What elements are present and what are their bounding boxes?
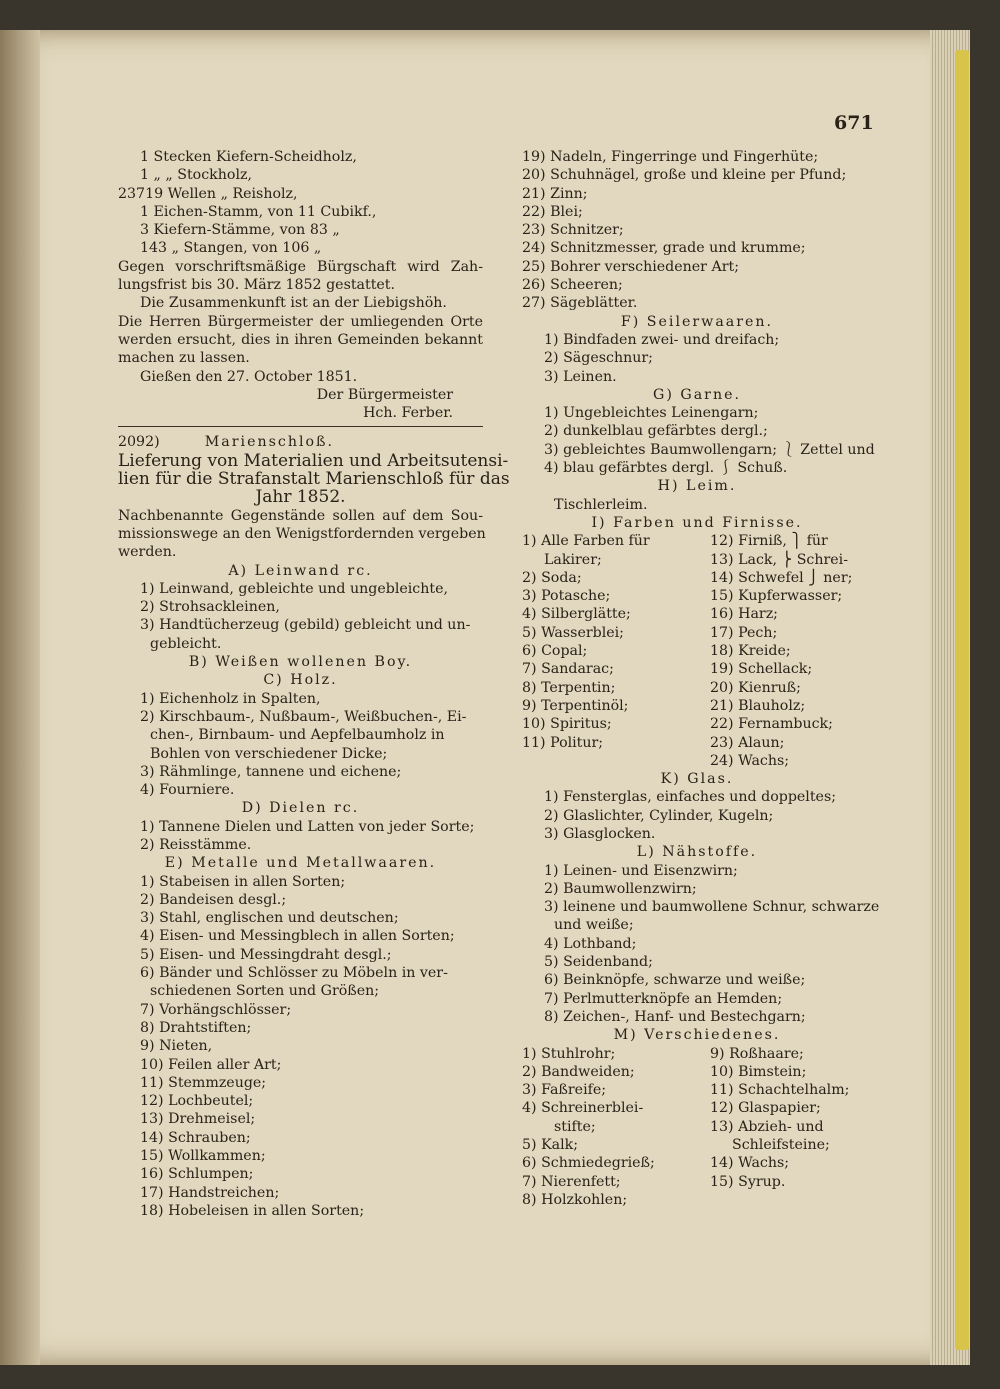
list-item: 10) Feilen aller Art; xyxy=(140,1056,282,1073)
list-item: 22) Blei; xyxy=(522,203,583,220)
list-item: 3) Handtücherzeug (gebild) gebleicht und un- xyxy=(140,617,471,634)
section-heading: E) Metalle und Metallwaaren. xyxy=(164,855,437,872)
list-item: 21) Zinn; xyxy=(522,185,588,202)
notice-date: Gießen den 27. October 1851. xyxy=(140,368,358,385)
list-item: 2) Baumwollenzwirn; xyxy=(544,880,697,897)
notice-line: 3 Kiefern-Stämme, von 83 „ xyxy=(140,222,340,239)
list-item: 11) Politur; xyxy=(522,734,604,751)
notice-line: 1 „ „ Stockholz, xyxy=(140,167,252,184)
list-item: 20) Schuhnägel, große und kleine per Pfund; xyxy=(522,167,847,184)
list-item: 18) Hobeleisen in allen Sorten; xyxy=(140,1202,365,1219)
page-number: 671 xyxy=(834,112,874,134)
notice-line: Gegen vorschriftsmäßige Bürgschaft wird Zah- xyxy=(118,258,483,275)
list-item: 3) Rähmlinge, tannene und eichene; xyxy=(140,763,402,780)
list-item: 3) gebleichtes Baumwollengarn; ⎱ Zettel und xyxy=(544,441,875,458)
list-item: 2) dunkelblau gefärbtes dergl.; xyxy=(544,423,768,440)
list-item: 5) Wasserblei; xyxy=(522,624,624,641)
list-item: 1) Ungebleichtes Leinengarn; xyxy=(544,405,759,422)
list-item: 20) Kienruß; xyxy=(710,679,801,696)
list-item: 8) Holzkohlen; xyxy=(522,1191,628,1208)
list-item: 6) Copal; xyxy=(522,643,588,660)
notice-place: Marienschloß. xyxy=(204,434,335,451)
list-item: 12) Glaspapier; xyxy=(710,1100,821,1117)
list-item: 9) Nieten, xyxy=(140,1038,213,1055)
section-heading: L) Nähstoffe. xyxy=(636,844,758,861)
list-item: 9) Roßhaare; xyxy=(710,1045,804,1062)
notice-number: 2092) xyxy=(118,434,160,451)
list-item: 3) Leinen. xyxy=(544,368,617,385)
list-item: 1) Eichenholz in Spalten, xyxy=(140,690,321,707)
list-item: 11) Stemmzeuge; xyxy=(140,1074,267,1091)
notice-header xyxy=(118,433,483,451)
list-item: 1) Alle Farben für xyxy=(522,533,650,550)
list-item: 8) Zeichen-, Hanf- und Bestechgarn; xyxy=(544,1008,806,1025)
list-item: 15) Syrup. xyxy=(710,1173,786,1190)
list-item: 1) Bindfaden zwei- und dreifach; xyxy=(544,331,780,348)
list-item: und weiße; xyxy=(554,917,634,934)
list-item: 7) Nierenfett; xyxy=(522,1173,621,1190)
list-item xyxy=(118,1220,483,1238)
list-item: Schleifsteine; xyxy=(732,1137,830,1154)
section-heading: C) Holz. xyxy=(263,672,338,689)
list-item: 2) Soda; xyxy=(522,569,582,586)
right-column xyxy=(522,148,880,1209)
list-item: 15) Kupferwasser; xyxy=(710,588,843,605)
list-item: 14) Schwefel ⎭ ner; xyxy=(710,569,853,586)
notice-line: Die Herren Bürgermeister der umliegenden Orte xyxy=(118,313,483,330)
list-item: 19) Schellack; xyxy=(710,661,813,678)
list-item: 5) Eisen- und Messingdraht desgl.; xyxy=(140,946,392,963)
list-item: 2) Glaslichter, Cylinder, Kugeln; xyxy=(544,807,774,824)
list-item: 1) Stabeisen in allen Sorten; xyxy=(140,873,346,890)
list-item: 8) Terpentin; xyxy=(522,679,616,696)
list-item: 2) Strohsackleinen, xyxy=(140,599,280,616)
list-item: 2) Reisstämme. xyxy=(140,836,252,853)
list-item: 3) leinene und baumwollene Schnur, schwarze xyxy=(544,899,880,916)
list-item: 13) Lack, ⎬ Schrei- xyxy=(710,551,849,568)
list-item: 17) Handstreichen; xyxy=(140,1184,280,1201)
list-item: 14) Schrauben; xyxy=(140,1129,251,1146)
section-heading: A) Leinwand rc. xyxy=(228,562,373,579)
list-item: 25) Bohrer verschiedener Art; xyxy=(522,258,739,275)
notice-title: lien für die Strafanstalt Marienschloß für das xyxy=(118,469,510,490)
section-heading: B) Weißen wollenen Boy. xyxy=(188,654,413,671)
list-item: Lakirer; xyxy=(544,551,602,568)
list-item: 21) Blauholz; xyxy=(710,697,806,714)
signatory-name: Hch. Ferber. xyxy=(363,405,453,422)
notice-title: Lieferung von Materialien und Arbeitsutensi- xyxy=(118,450,509,471)
list-item: Bohlen von verschiedener Dicke; xyxy=(150,745,388,762)
list-item: 27) Sägeblätter. xyxy=(522,295,638,312)
list-item: 8) Drahtstiften; xyxy=(140,1019,252,1036)
list-item: 7) Sandarac; xyxy=(522,661,614,678)
section-heading: G) Garne. xyxy=(653,386,741,403)
list-item: 2) Sägeschnur; xyxy=(544,350,653,367)
section-heading: F) Seilerwaaren. xyxy=(620,313,774,330)
section-heading: I) Farben und Firnisse. xyxy=(591,514,803,531)
intro-line: missionswege an den Wenigstfordernden vergeben xyxy=(118,525,486,542)
notice-line: 143 „ Stangen, von 106 „ xyxy=(140,240,322,257)
gutter-shadow xyxy=(0,30,40,1365)
list-item: 14) Wachs; xyxy=(710,1155,790,1172)
list-item: 5) Kalk; xyxy=(522,1137,579,1154)
list-item: 2) Kirschbaum-, Nußbaum-, Weißbuchen-, Ei- xyxy=(140,708,467,725)
list-item: Tischlerleim. xyxy=(554,496,648,513)
list-item: 11) Schachtelhalm; xyxy=(710,1082,850,1099)
list-item: 4) blau gefärbtes dergl. ⎰ Schuß. xyxy=(544,460,788,477)
list-item: 9) Terpentinöl; xyxy=(522,697,629,714)
list-item: 16) Schlumpen; xyxy=(140,1166,254,1183)
list-item: chen-, Birnbaum- und Aepfelbaumholz in xyxy=(150,727,445,744)
list-item: 12) Lochbeutel; xyxy=(140,1093,254,1110)
notice-line: 1 Stecken Kiefern-Scheidholz, xyxy=(140,149,357,165)
notice-line: 23719 Wellen „ Reisholz, xyxy=(118,185,298,202)
list-item: 22) Fernambuck; xyxy=(710,716,833,733)
list-item: gebleicht. xyxy=(150,635,222,652)
list-item: 4) Silberglätte; xyxy=(522,606,631,623)
section-heading: K) Glas. xyxy=(660,771,734,788)
list-item: 15) Wollkammen; xyxy=(140,1148,266,1165)
list-item: 6) Bänder und Schlösser zu Möbeln in ver- xyxy=(140,965,448,982)
list-item: schiedenen Sorten und Größen; xyxy=(150,983,380,1000)
list-item: 2) Bandweiden; xyxy=(522,1063,635,1080)
notice-title: Jahr 1852. xyxy=(255,487,346,508)
list-item: 3) Potasche; xyxy=(522,588,611,605)
list-item: 23) Schnitzer; xyxy=(522,222,624,239)
list-item: 6) Beinknöpfe, schwarze und weiße; xyxy=(544,972,806,989)
notice-line: lungsfrist bis 30. März 1852 gestattet. xyxy=(118,277,396,294)
list-item: 1) Fensterglas, einfaches und doppeltes; xyxy=(544,789,837,806)
list-item: stifte; xyxy=(554,1118,596,1135)
section-rule xyxy=(118,426,483,427)
list-item: 24) Schnitzmesser, grade und krumme; xyxy=(522,240,806,257)
notice-line: Die Zusammenkunft ist an der Liebigshöh. xyxy=(140,295,447,312)
list-item: 5) Seidenband; xyxy=(544,954,653,971)
left-column xyxy=(118,148,510,1239)
list-item: 19) Nadeln, Fingerringe und Fingerhüte; xyxy=(522,149,819,165)
list-item: 6) Schmiedegrieß; xyxy=(522,1155,655,1172)
list-item: 24) Wachs; xyxy=(710,752,790,769)
intro-line: Nachbenannte Gegenstände sollen auf dem Sou- xyxy=(118,507,483,524)
list-item: 4) Lothband; xyxy=(544,935,637,952)
list-item: 10) Bimstein; xyxy=(710,1063,807,1080)
section-heading: H) Leim. xyxy=(657,478,737,495)
list-item: 1) Leinwand, gebleichte und ungebleichte, xyxy=(140,580,448,597)
list-item: 13) Abzieh- und xyxy=(710,1118,824,1135)
notice-line: machen zu lassen. xyxy=(118,350,250,367)
list-item: 16) Harz; xyxy=(710,606,778,623)
section-heading: M) Verschiedenes. xyxy=(613,1027,781,1044)
list-item: 7) Vorhängschlösser; xyxy=(140,1001,292,1018)
notice-line: werden ersucht, dies in ihren Gemeinden bekannt xyxy=(118,331,483,348)
list-item: 18) Kreide; xyxy=(710,643,791,660)
list-item: 1) Stuhlrohr; xyxy=(522,1045,616,1062)
list-item: 2) Bandeisen desgl.; xyxy=(140,891,287,908)
list-item: 1) Tannene Dielen und Latten von jeder Sorte; xyxy=(140,818,475,835)
list-item: 3) Faßreife; xyxy=(522,1082,607,1099)
signatory-title: Der Bürgermeister xyxy=(316,386,453,403)
list-item: 13) Drehmeisel; xyxy=(140,1111,256,1128)
list-item: 17) Pech; xyxy=(710,624,778,641)
list-item: 3) Stahl, englischen und deutschen; xyxy=(140,910,399,927)
list-item: 4) Eisen- und Messingblech in allen Sorten; xyxy=(140,928,455,945)
list-item: 26) Scheeren; xyxy=(522,277,623,294)
two-col-list xyxy=(522,532,872,770)
notice-line: 1 Eichen-Stamm, von 11 Cubikf., xyxy=(140,203,377,220)
list-item: 7) Perlmutterknöpfe an Hemden; xyxy=(544,990,783,1007)
list-item: 3) Glasglocken. xyxy=(544,825,656,842)
bookmark-edge xyxy=(955,50,969,1350)
list-item: 23) Alaun; xyxy=(710,734,785,751)
list-item: 10) Spiritus; xyxy=(522,716,612,733)
section-heading: D) Dielen rc. xyxy=(241,800,360,817)
list-item: 4) Fourniere. xyxy=(140,782,235,799)
list-item: 12) Firniß, ⎫ für xyxy=(710,533,828,550)
list-item: 1) Leinen- und Eisenzwirn; xyxy=(544,862,738,879)
two-col-list xyxy=(522,1045,872,1210)
intro-line: werden. xyxy=(118,544,177,561)
list-item: 4) Schreinerblei- xyxy=(522,1100,644,1117)
